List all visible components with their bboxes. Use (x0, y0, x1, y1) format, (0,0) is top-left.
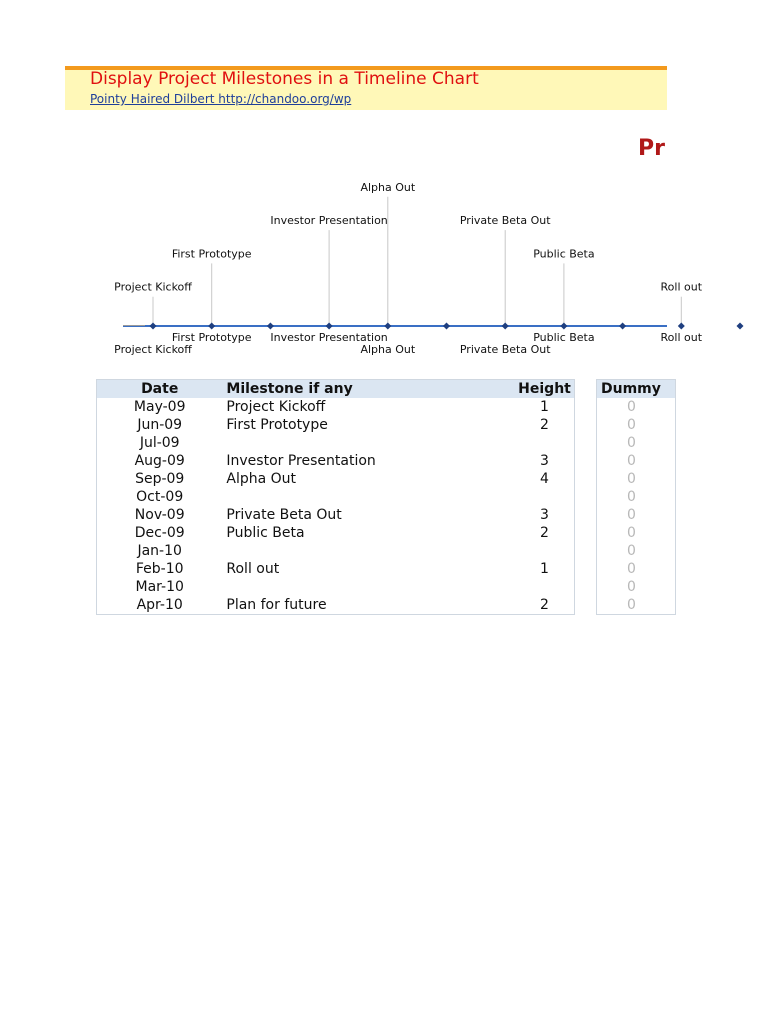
dummy-row (597, 416, 676, 434)
cell-dummy[interactable]: 0 (627, 489, 636, 505)
cell-date[interactable]: Aug-09 (134, 453, 185, 469)
cell-height[interactable]: 4 (540, 471, 549, 487)
milestone-label: Alpha Out (360, 180, 416, 194)
cell-date[interactable]: Jan-10 (137, 543, 182, 559)
dummy-row (597, 560, 676, 578)
timeline-chart (0, 0, 703, 370)
cell-milestone[interactable]: First Prototype (226, 417, 328, 433)
cell-dummy[interactable]: 0 (627, 417, 636, 433)
cell-milestone[interactable]: Public Beta (226, 525, 305, 541)
header-height: Height (515, 380, 574, 399)
cell-dummy[interactable]: 0 (627, 471, 636, 487)
timeline-marker (737, 323, 744, 330)
dummy-table (596, 379, 676, 615)
cell-milestone[interactable]: Plan for future (226, 597, 327, 613)
cell-date[interactable]: Dec-09 (134, 525, 185, 541)
table-row (97, 506, 575, 524)
timeline-marker (208, 323, 215, 330)
dummy-row (597, 452, 676, 470)
header-milestone: Milestone if any (222, 380, 515, 399)
table-row (97, 398, 575, 416)
cell-dummy[interactable]: 0 (627, 435, 636, 451)
cell-height[interactable] (515, 542, 574, 560)
axis-label: Project Kickoff (114, 343, 192, 356)
cell-height[interactable]: 3 (540, 453, 549, 469)
cell-height[interactable] (515, 578, 574, 596)
milestone-label: Private Beta Out (459, 214, 551, 228)
axis-label: Alpha Out (360, 343, 416, 356)
axis-label: Public Beta (533, 331, 595, 344)
table-row (97, 470, 575, 488)
dummy-table-body (597, 398, 676, 615)
cell-date[interactable]: Jul-09 (139, 435, 180, 451)
cell-date[interactable]: Mar-10 (135, 579, 184, 595)
dummy-row (597, 506, 676, 524)
milestone-table-body (97, 398, 575, 615)
dummy-row (597, 470, 676, 488)
timeline-marker (678, 323, 685, 330)
timeline-marker (560, 323, 567, 330)
cell-height[interactable] (515, 434, 574, 452)
cell-date[interactable]: Apr-10 (136, 597, 183, 613)
milestone-label: Project Kickoff (114, 280, 192, 294)
milestone-label: Public Beta (533, 247, 595, 261)
dummy-row (597, 542, 676, 560)
milestone-table (96, 379, 575, 615)
table-row (97, 578, 575, 596)
axis-label: Private Beta Out (459, 343, 551, 356)
milestone-label: Roll out (660, 280, 703, 294)
cell-dummy[interactable]: 0 (627, 507, 636, 523)
cell-milestone[interactable] (222, 578, 515, 596)
cell-milestone[interactable] (222, 434, 515, 452)
milestone-label: First Prototype (171, 247, 252, 261)
milestone-label: Investor Presentation (270, 214, 388, 228)
cell-height[interactable]: 1 (540, 399, 549, 415)
cell-height[interactable]: 2 (540, 417, 549, 433)
cell-milestone[interactable]: Project Kickoff (226, 399, 326, 415)
cell-dummy[interactable]: 0 (627, 399, 636, 415)
cell-date[interactable]: Nov-09 (134, 507, 185, 523)
axis-label: Roll out (660, 331, 703, 344)
timeline-marker (384, 323, 391, 330)
timeline-marker (502, 323, 509, 330)
timeline-marker (443, 323, 450, 330)
cell-milestone[interactable]: Alpha Out (226, 471, 297, 487)
header-date: Date (97, 380, 223, 399)
table-header-row (97, 380, 575, 399)
cell-milestone[interactable] (222, 542, 515, 560)
cell-date[interactable]: Feb-10 (135, 561, 184, 577)
table-row (97, 434, 575, 452)
dummy-row (597, 578, 676, 596)
table-row (97, 452, 575, 470)
dummy-row (597, 524, 676, 542)
axis-label: Investor Presentation (270, 331, 388, 344)
cell-date[interactable]: Jun-09 (137, 417, 183, 433)
table-row (97, 596, 575, 615)
timeline-marker (150, 323, 157, 330)
chart-title: Pr (638, 136, 665, 161)
cell-dummy[interactable]: 0 (627, 561, 636, 577)
axis-label: First Prototype (171, 331, 252, 344)
cell-height[interactable] (515, 488, 574, 506)
cell-dummy[interactable]: 0 (627, 543, 636, 559)
cell-date[interactable]: Sep-09 (135, 471, 185, 487)
cell-milestone[interactable]: Private Beta Out (226, 507, 342, 523)
cell-height[interactable]: 1 (540, 561, 549, 577)
cell-milestone[interactable] (222, 488, 515, 506)
header-dummy: Dummy (597, 380, 676, 399)
timeline-marker (267, 323, 274, 330)
cell-height[interactable]: 2 (540, 525, 549, 541)
table-row (97, 416, 575, 434)
cell-height[interactable]: 3 (540, 507, 549, 523)
dummy-row (597, 596, 676, 615)
cell-date[interactable]: Oct-09 (136, 489, 184, 505)
cell-milestone[interactable]: Investor Presentation (226, 453, 376, 469)
table-row (97, 524, 575, 542)
cell-dummy[interactable]: 0 (627, 453, 636, 469)
dummy-row (597, 434, 676, 452)
timeline-marker (619, 323, 626, 330)
cell-dummy[interactable]: 0 (627, 579, 636, 595)
cell-date[interactable]: May-09 (133, 399, 186, 415)
author-link[interactable]: Pointy Haired Dilbert http://chandoo.org/wp (90, 92, 352, 106)
dummy-header-row (597, 380, 676, 399)
cell-dummy[interactable]: 0 (627, 597, 636, 613)
sheet-title: Display Project Milestones in a Timeline Chart (90, 69, 479, 89)
dummy-row (597, 398, 676, 416)
cell-height[interactable]: 2 (540, 597, 549, 613)
table-row (97, 488, 575, 506)
cell-dummy[interactable]: 0 (627, 525, 636, 541)
table-row (97, 542, 575, 560)
dummy-row (597, 488, 676, 506)
cell-milestone[interactable]: Roll out (226, 561, 280, 577)
table-row (97, 560, 575, 578)
timeline-marker (326, 323, 333, 330)
